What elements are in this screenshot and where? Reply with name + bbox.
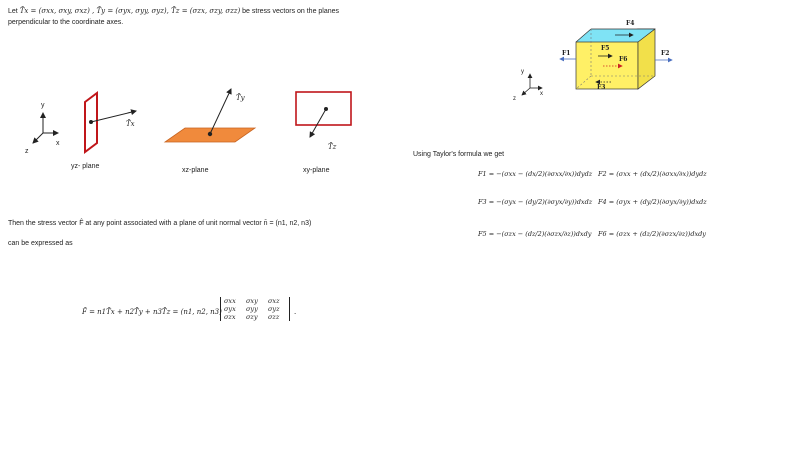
f3-label: F3 [597,84,606,91]
intro-tail: be stress vectors on the planes [242,8,340,15]
yz-plane-caption: yz- plane [71,163,100,170]
m33: σzz [268,313,280,321]
taylor-f2: F2 = (σxx + (dx/2)(∂σxx/∂x))dydz [598,170,707,178]
m23: σyz [268,305,280,313]
matrix-row-1 [224,297,286,305]
m21: σyx [224,305,236,313]
taylor-f4: F4 = (σyx + (dy/2)(∂σyx/∂y))dxdz [598,198,707,206]
ty-label: T̄y [236,94,245,102]
intro-line2: perpendicular to the coordinate axes. [8,19,124,26]
xy-plane-caption: xy-plane [303,167,330,174]
m32: σzy [246,313,258,321]
axis-z-line [33,133,43,143]
f5-label: F5 [601,45,610,52]
axis-z-label: z [25,148,29,155]
f6-label: F6 [619,56,628,63]
f2-label: F2 [661,50,670,57]
tz-label: T̄z [328,143,337,151]
taylor-f6: F6 = (σzx + (dz/2)(∂σzx/∂z))dxdy [598,230,706,238]
matrix-row-2 [224,305,286,313]
tx-label: T̄x [126,120,135,128]
axis-right-y-label: y [521,69,524,75]
stress-line1: Then the stress vector F̂ at any point associated with a plane of unit normal vector n̄ = (n1, n2, n3) [8,220,312,227]
axis-right-z-line [522,88,530,95]
formula-lhs: F̄ = n1T̄x + n2T̄y + n3T̄z = (n1, n2, n3) [82,308,222,316]
xy-plane-shape [296,92,351,125]
intro-vectors: T̄x = (σxx, σxy, σxz) , T̄y = (σyx, σyy, σyz), T̄z = (σzx, σzy, σzz) [19,7,241,15]
m13: σxz [268,297,280,305]
axis-right-x-label: x [540,91,543,97]
axes-left [33,113,58,143]
intro-let: Let [8,8,18,15]
formula-end: . [294,308,297,316]
axis-y-label: y [41,102,45,109]
m22: σyy [246,305,258,313]
cube-figure [560,29,672,89]
stress-matrix [220,297,290,321]
matrix-row-3 [224,313,286,321]
xy-plane-figure [296,92,351,137]
f1-label: F1 [562,50,571,57]
stress-line2: can be expressed as [8,240,73,247]
xz-plane-caption: xz-plane [182,167,209,174]
axes-right [522,74,542,95]
m31: σzx [224,313,236,321]
ty-arrow [210,89,231,134]
axis-x-label: x [56,140,60,147]
taylor-f1: F1 = −(σxx − (dx/2)(∂σxx/∂x))dydz [478,170,593,178]
taylor-f5: F5 = −(σzx − (dz/2)(∂σzx/∂z))dxdy [478,230,592,238]
axis-right-z-label: z [513,96,516,102]
m11: σxx [224,297,236,305]
f4-label: F4 [626,20,635,27]
taylor-heading: Using Taylor's formula we get [413,151,505,158]
m12: σxy [246,297,258,305]
taylor-f3: F3 = −(σyx − (dy/2)(∂σyx/∂y))dxdz [478,198,593,206]
